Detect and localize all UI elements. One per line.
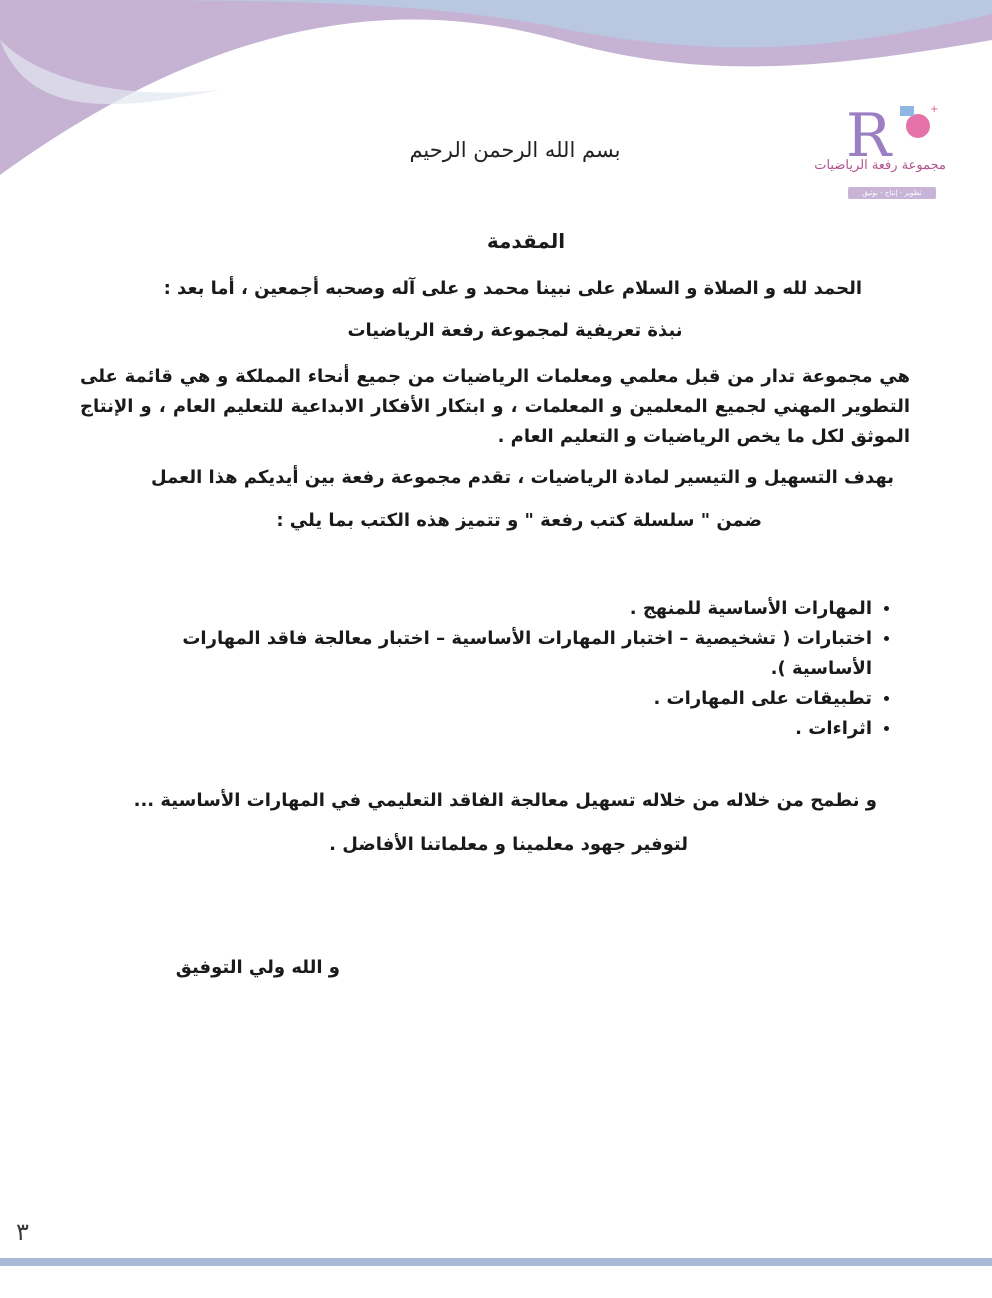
list-item: • تطبيقات على المهارات . bbox=[132, 684, 872, 714]
logo-tagline: تطوير - إنتاج - توثيق bbox=[848, 187, 936, 199]
greeting-line: الحمد لله و الصلاة و السلام على نبينا محمد و على آله وصحبه أجمعين ، أما بعد : bbox=[163, 278, 862, 299]
aspiration-line: و نطمح من خلاله من خلاله تسهيل معالجة الفاقد التعليمي في المهارات الأساسية ... bbox=[133, 790, 877, 811]
series-line: ضمن " سلسلة كتب رفعة " و تتميز هذه الكتب بما يلي : bbox=[276, 510, 762, 531]
footer-bar bbox=[0, 1258, 992, 1266]
list-item: • المهارات الأساسية للمنهج . bbox=[132, 594, 872, 624]
intro-paragraph: هي مجموعة تدار من قبل معلمي ومعلمات الرياضيات من جميع أنحاء المملكة و هي قائمة على التطوير المهني لجميع المعلمين و المعلمات ، و ابتكار الأفكار الابداعية للتعليم العام ، و الإنتاج الموثق لكل ما يخص الرياضيات و التعليم العام . bbox=[80, 366, 910, 447]
basmala: بسم الله الرحمن الرحيم bbox=[409, 138, 621, 162]
goal-line: بهدف التسهيل و التيسير لمادة الرياضيات ، تقدم مجموعة رفعة بين أيديكم هذا العمل bbox=[151, 467, 894, 488]
closing-line: و الله ولي التوفيق bbox=[175, 957, 340, 978]
features-list bbox=[132, 594, 912, 744]
effort-line: لتوفير جهود معلمينا و معلماتنا الأفاضل . bbox=[329, 834, 688, 855]
page-number: ٣ bbox=[16, 1218, 29, 1246]
list-item: • اختبارات ( تشخيصية – اختبار المهارات الأساسية – اختبار معالجة فاقد المهارات الأساسية ). bbox=[132, 624, 872, 684]
page-title: المقدمة bbox=[486, 229, 566, 253]
list-item: • اثراءات . bbox=[132, 714, 872, 744]
logo-letter: R bbox=[846, 101, 892, 171]
logo-name: مجموعة رفعة الرياضيات bbox=[814, 158, 946, 173]
section-subtitle: نبذة تعريفية لمجموعة رفعة الرياضيات bbox=[347, 320, 683, 341]
svg-text:+: + bbox=[930, 104, 939, 115]
